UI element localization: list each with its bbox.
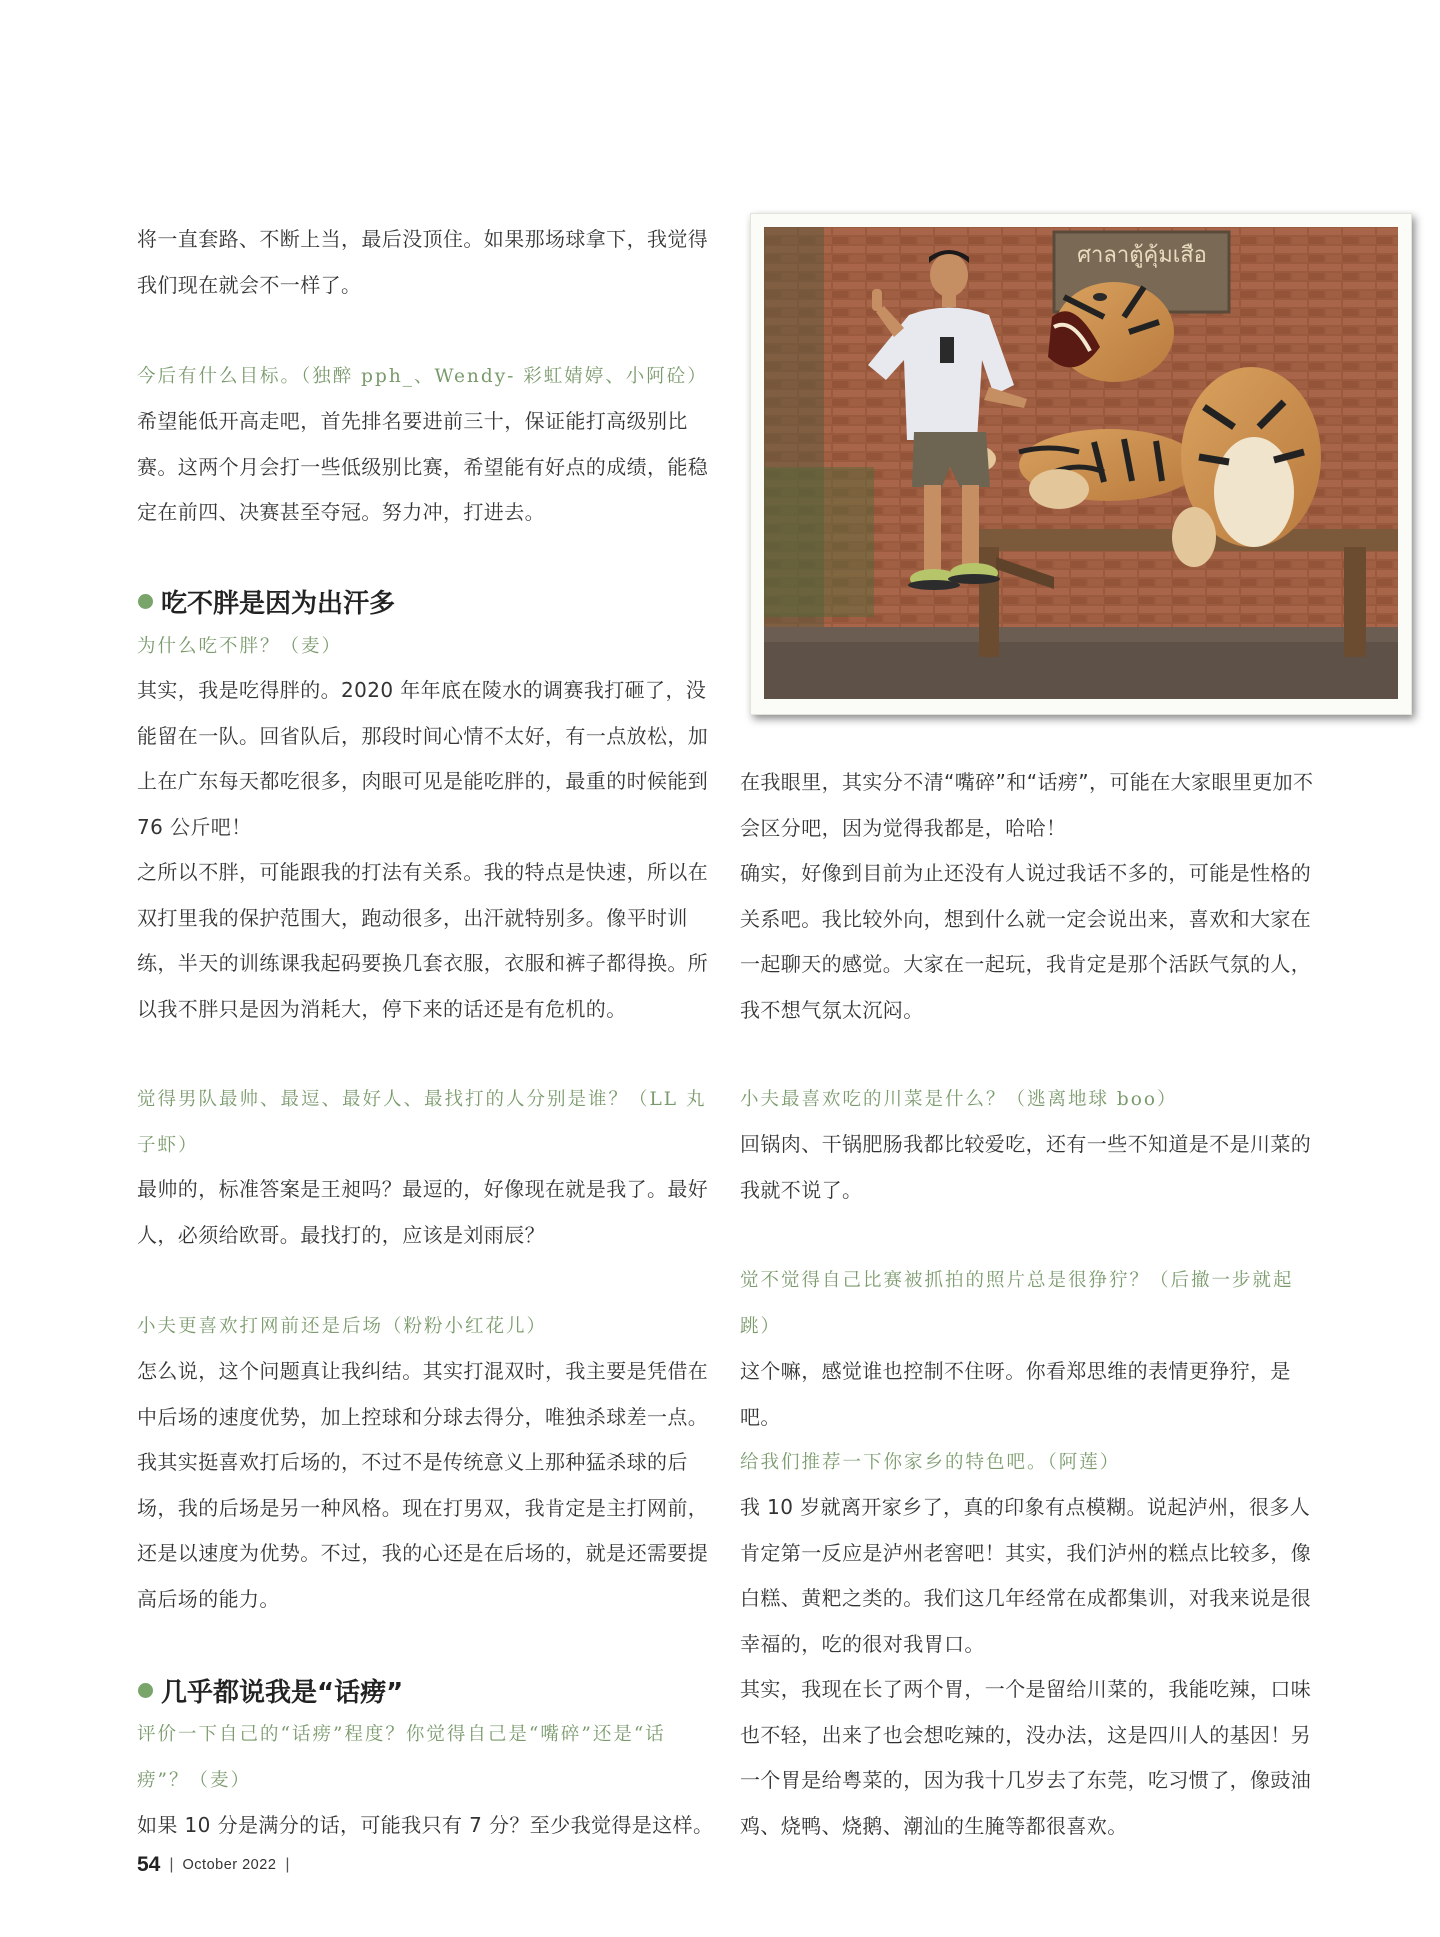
intro-paragraph: 将一直套路、不断上当，最后没顶住。如果那场球拿下，我觉得我们现在就会不一样了。 bbox=[137, 227, 709, 297]
issue-date: October 2022 bbox=[182, 1857, 277, 1873]
answer-home-paragraph-1: 我 10 岁就离开家乡了，真的印象有点模糊。说起泸州，很多人肯定第一反应是泸州老窖吧！其实，我们泸州的糕点比较多，像白糕、黄粑之类的。我们这几年经常在成都集训，对我来说是很幸福的，吃的很对我胃口。 bbox=[740, 1495, 1312, 1656]
question-food: 小夫最喜欢吃的川菜是什么？（逃离地球 boo） bbox=[740, 1089, 1178, 1110]
answer-team: 最帅的，标准答案是王昶吗？最逗的，好像现在就是我了。最好人，必须给欧哥。最找打的，应该是刘雨辰？ bbox=[137, 1177, 709, 1247]
answer-talk-continued-2: 确实，好像到目前为止还没有人说过我话不多的，可能是性格的关系吧。我比较外向，想到什么就一定会说出来，喜欢和大家在一起聊天的感觉。大家在一起玩，我肯定是那个活跃气氛的人，我不想气氛太沉闷。 bbox=[740, 861, 1312, 1022]
footer-separator: | bbox=[285, 1856, 290, 1873]
question-photo: 觉不觉得自己比赛被抓拍的照片总是很狰狞？（后撤一步就起跳） bbox=[740, 1270, 1294, 1337]
sign-text: ศาลาตู้คุ้มเสือ bbox=[1077, 243, 1207, 268]
answer-food: 回锅肉、干锅肥肠我都比较爱吃，还有一些不知道是不是川菜的我就不说了。 bbox=[740, 1132, 1312, 1202]
section-heading-fat-text: 吃不胖是因为出汗多 bbox=[161, 588, 396, 619]
section-heading-fat bbox=[137, 578, 715, 624]
page-number: 54 bbox=[137, 1853, 161, 1876]
answer-court: 怎么说，这个问题真让我纠结。其实打混双时，我主要是凭借在中后场的速度优势，加上控球和分球去得分，唯独杀球差一点。我其实挺喜欢打后场的，不过不是传统意义上那种猛杀球的后场，我的后场是另一种风格。现在打男双，我肯定是主打网前，还是以速度为优势。不过，我的心还是在后场的，就是还需要提高后场的能力。 bbox=[137, 1359, 709, 1611]
footer-separator: | bbox=[169, 1856, 174, 1873]
section-heading-talk-text: 几乎都说我是“话痨” bbox=[161, 1677, 404, 1708]
question-talk: 评价一下自己的“话痨”程度？你觉得自己是“嘴碎”还是“话痨”？（麦） bbox=[137, 1724, 666, 1791]
answer-talk-continued: 在我眼里，其实分不清“嘴碎”和“话痨”，可能在大家眼里更加不会区分吧，因为觉得我都是，哈哈！ bbox=[740, 770, 1314, 840]
answer-fat-paragraph-2: 之所以不胖，可能跟我的打法有关系。我的特点是快速，所以在双打里我的保护范围大，跑动很多，出汗就特别多。像平时训练，半天的训练课我起码要换几套衣服，衣服和裤子都得换。所以我不胖只是因为消耗大，停下来的话还是有危机的。 bbox=[137, 860, 709, 1021]
bullet-dot-icon bbox=[138, 594, 153, 609]
answer-talk: 如果 10 分是满分的话，可能我只有 7 分？至少我觉得是这样。 bbox=[137, 1813, 714, 1837]
answer-home-paragraph-2: 其实，我现在长了两个胃，一个是留给川菜的，我能吃辣，口味也不轻，出来了也会想吃辣的，没办法，这是四川人的基因！另一个胃是给粤菜的，因为我十几岁去了东莞，吃习惯了，像豉油鸡、烧鸭、烧鹅、潮汕的生腌等都很喜欢。 bbox=[740, 1677, 1312, 1838]
answer-photo: 这个嘛，感觉谁也控制不住呀。你看郑思维的表情更狰狞，是吧。 bbox=[740, 1359, 1291, 1429]
section-heading-talk bbox=[137, 1667, 715, 1713]
page-footer bbox=[137, 1852, 299, 1878]
question-home: 给我们推荐一下你家乡的特色吧。（阿莲） bbox=[740, 1452, 1121, 1473]
answer-goal: 希望能低开高走吧，首先排名要进前三十，保证能打高级别比赛。这两个月会打一些低级别比赛，希望能有好点的成绩，能稳定在前四、决赛甚至夺冠。努力冲，打进去。 bbox=[137, 409, 709, 524]
bullet-dot-icon bbox=[138, 1683, 153, 1698]
question-goal: 今后有什么目标。（独醉 pph_、Wendy- 彩虹婧婷、小阿砼） bbox=[137, 366, 708, 387]
answer-fat-paragraph-1: 其实，我是吃得胖的。2020 年年底在陵水的调赛我打砸了，没能留在一队。回省队后，那段时间心情不太好，有一点放松，加上在广东每天都吃很多，肉眼可见是能吃胖的，最重的时候能到 76 公斤吧！ bbox=[137, 678, 709, 839]
photo-frame bbox=[750, 213, 1412, 715]
question-team: 觉得男队最帅、最逗、最好人、最找打的人分别是谁？（LL 丸子虾） bbox=[137, 1089, 707, 1156]
tiger-photo bbox=[764, 227, 1398, 699]
question-court: 小夫更喜欢打网前还是后场（粉粉小红花儿） bbox=[137, 1316, 548, 1337]
question-fat: 为什么吃不胖？（麦） bbox=[137, 636, 343, 657]
